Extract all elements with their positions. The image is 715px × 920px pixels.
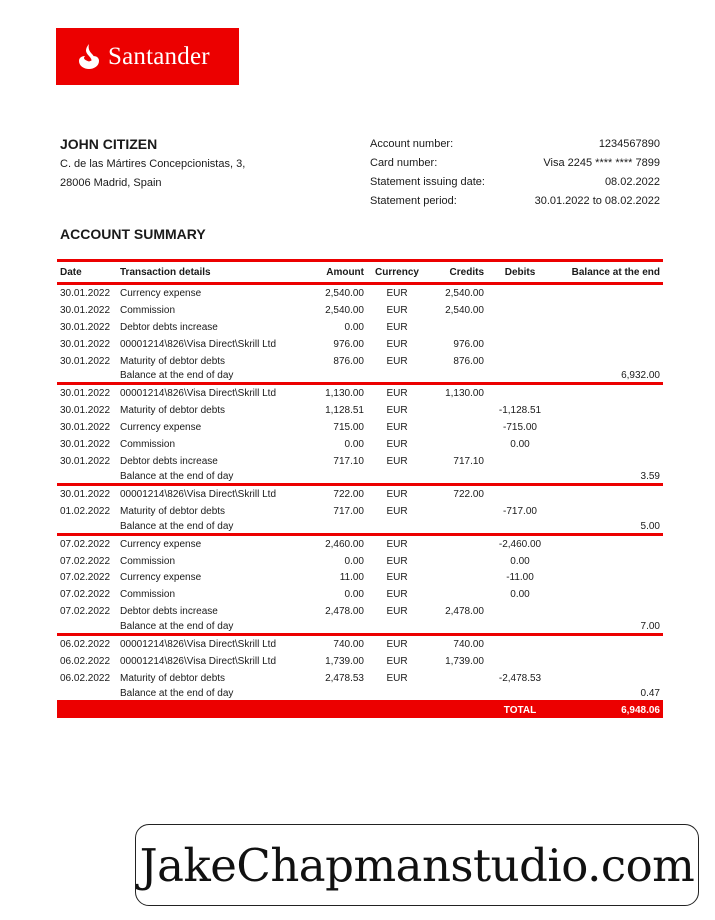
cell-credits — [427, 503, 487, 520]
cell-amount: 715.00 — [333, 422, 364, 434]
cell-amount: 717.00 — [333, 505, 364, 517]
table-row — [57, 484, 663, 502]
cell-amount: 0.00 — [344, 589, 364, 601]
account-info-value: 1234567890 — [598, 138, 660, 150]
table-row — [57, 603, 663, 620]
balance-value: 3.59 — [553, 470, 663, 485]
cell-date: 07.02.2022 — [60, 538, 111, 550]
cell-debits — [487, 353, 553, 370]
table-row — [57, 353, 663, 370]
cell-details: Commission — [120, 589, 176, 601]
cell-debits — [487, 319, 553, 336]
cell-details: Currency expense — [120, 287, 202, 299]
balance-label: Balance at the end of day — [117, 470, 553, 485]
cell-amount: 11.00 — [339, 572, 364, 584]
cell-currency: EUR — [386, 439, 408, 451]
balance-row — [57, 520, 663, 535]
balance-row — [57, 620, 663, 635]
cell-currency: EUR — [386, 287, 408, 299]
cell-balance — [553, 653, 663, 670]
cell-credits: 2,540.00 — [445, 287, 484, 299]
cell-details: Currency expense — [120, 422, 202, 434]
cell-date: 01.02.2022 — [60, 505, 111, 517]
cell-balance — [553, 384, 663, 402]
customer-name: JOHN CITIZEN — [60, 136, 158, 152]
cell-balance — [553, 503, 663, 520]
customer-address-line2: 28006 Madrid, Spain — [60, 177, 162, 189]
cell-balance — [553, 336, 663, 353]
table-row — [57, 653, 663, 670]
cell-credits — [427, 319, 487, 336]
balance-label: Balance at the end of day — [117, 520, 553, 535]
table-header-row — [57, 261, 663, 284]
account-info — [370, 135, 660, 211]
cell-details: 00001214\826\Visa Direct\Skrill Ltd — [120, 639, 277, 651]
cell-date: 30.01.2022 — [60, 388, 111, 400]
cell-amount: 740.00 — [333, 639, 364, 651]
table-row — [57, 553, 663, 570]
cell-currency: EUR — [386, 639, 408, 651]
cell-credits: 976.00 — [453, 338, 484, 350]
cell-debits — [487, 384, 553, 402]
cell-details: Maturity of debtor debts — [120, 355, 226, 367]
cell-credits: 740.00 — [453, 639, 484, 651]
balance-label: Balance at the end of day — [117, 687, 553, 702]
cell-balance — [553, 586, 663, 603]
cell-debits: 0.00 — [510, 439, 530, 451]
cell-currency: EUR — [386, 505, 408, 517]
cell-credits — [427, 569, 487, 586]
cell-details: Debtor debts increase — [120, 455, 218, 467]
table-row — [57, 436, 663, 453]
total-row — [57, 701, 663, 718]
cell-amount: 0.00 — [344, 321, 364, 333]
cell-credits — [427, 553, 487, 570]
cell-balance — [553, 603, 663, 620]
table-row — [57, 319, 663, 336]
cell-balance — [553, 419, 663, 436]
cell-credits — [427, 419, 487, 436]
cell-debits — [487, 284, 553, 302]
cell-balance — [553, 635, 663, 653]
balance-value: 5.00 — [553, 520, 663, 535]
cell-amount: 0.00 — [344, 555, 364, 567]
cell-credits — [427, 436, 487, 453]
cell-balance — [553, 484, 663, 502]
card-number-row — [370, 154, 660, 173]
cell-amount: 0.00 — [344, 439, 364, 451]
cell-debits — [487, 653, 553, 670]
cell-amount: 2,478.00 — [325, 606, 364, 618]
cell-details: 00001214\826\Visa Direct\Skrill Ltd — [120, 488, 277, 500]
cell-currency: EUR — [386, 572, 408, 584]
table-row — [57, 453, 663, 470]
cell-debits: -2,460.00 — [498, 538, 542, 550]
cell-currency: EUR — [386, 304, 408, 316]
table-row — [57, 419, 663, 436]
cell-currency: EUR — [386, 655, 408, 667]
cell-amount: 717.10 — [333, 455, 364, 467]
header-date: Date — [57, 261, 117, 284]
cell-date: 30.01.2022 — [60, 405, 111, 417]
cell-debits: -11.00 — [506, 572, 534, 584]
cell-date: 30.01.2022 — [60, 455, 111, 467]
cell-date: 30.01.2022 — [60, 338, 111, 350]
santander-logo — [56, 28, 239, 85]
balance-value: 7.00 — [553, 620, 663, 635]
cell-details: 00001214\826\Visa Direct\Skrill Ltd — [120, 388, 277, 400]
cell-date: 30.01.2022 — [60, 422, 111, 434]
cell-balance — [553, 569, 663, 586]
table-row — [57, 670, 663, 687]
cell-balance — [553, 553, 663, 570]
cell-currency: EUR — [386, 606, 408, 618]
customer-block — [60, 135, 245, 193]
cell-balance — [553, 284, 663, 302]
header-details: Transaction details — [117, 261, 305, 284]
cell-balance — [553, 670, 663, 687]
account-number-row — [370, 135, 660, 154]
cell-currency: EUR — [386, 321, 408, 333]
cell-balance — [553, 353, 663, 370]
cell-debits — [487, 635, 553, 653]
table-row — [57, 503, 663, 520]
table-row — [57, 384, 663, 402]
cell-currency: EUR — [386, 405, 408, 417]
cell-amount: 2,540.00 — [325, 304, 364, 316]
cell-debits — [487, 484, 553, 502]
cell-date: 30.01.2022 — [60, 321, 111, 333]
total-label: TOTAL — [487, 701, 553, 718]
cell-amount: 976.00 — [333, 338, 364, 350]
cell-details: Commission — [120, 555, 176, 567]
cell-amount: 2,540.00 — [325, 287, 364, 299]
cell-debits — [487, 603, 553, 620]
cell-details: Maturity of debtor debts — [120, 405, 226, 417]
cell-date: 06.02.2022 — [60, 672, 111, 684]
cell-currency: EUR — [386, 538, 408, 550]
cell-credits: 876.00 — [453, 355, 484, 367]
balance-label: Balance at the end of day — [117, 620, 553, 635]
account-info-label: Card number: — [370, 157, 438, 169]
cell-date: 30.01.2022 — [60, 287, 111, 299]
cell-details: Currency expense — [120, 572, 202, 584]
watermark: JakeChapmanstudio.com — [135, 824, 699, 906]
balance-row — [57, 369, 663, 384]
cell-date: 07.02.2022 — [60, 589, 111, 601]
table-row — [57, 534, 663, 552]
cell-credits — [427, 534, 487, 552]
cell-credits: 717.10 — [453, 455, 484, 467]
cell-credits: 1,130.00 — [445, 388, 484, 400]
cell-amount: 1,128.51 — [325, 405, 364, 417]
cell-details: Debtor debts increase — [120, 321, 218, 333]
cell-currency: EUR — [386, 589, 408, 601]
cell-credits — [427, 670, 487, 687]
cell-date: 30.01.2022 — [60, 488, 111, 500]
transactions-body — [57, 284, 663, 702]
cell-date: 30.01.2022 — [60, 355, 111, 367]
header-amount: Amount — [305, 261, 367, 284]
summary-title: ACCOUNT SUMMARY — [60, 226, 206, 242]
cell-date: 30.01.2022 — [60, 439, 111, 451]
header-debits: Debits — [487, 261, 553, 284]
account-info-value: Visa 2245 **** **** 7899 — [543, 157, 660, 169]
cell-details: Commission — [120, 439, 176, 451]
cell-details: Maturity of debtor debts — [120, 672, 226, 684]
balance-value: 6,932.00 — [553, 369, 663, 384]
cell-date: 07.02.2022 — [60, 606, 111, 618]
cell-currency: EUR — [386, 338, 408, 350]
flame-icon — [76, 43, 102, 71]
balance-value: 0.47 — [553, 687, 663, 702]
cell-debits — [487, 336, 553, 353]
cell-date: 07.02.2022 — [60, 555, 111, 567]
cell-debits: -715.00 — [503, 422, 537, 434]
cell-credits: 722.00 — [453, 488, 484, 500]
cell-debits — [487, 453, 553, 470]
cell-credits: 2,540.00 — [445, 304, 484, 316]
table-row — [57, 635, 663, 653]
cell-amount: 1,739.00 — [325, 655, 364, 667]
cell-date: 06.02.2022 — [60, 655, 111, 667]
cell-credits: 2,478.00 — [445, 606, 484, 618]
cell-balance — [553, 402, 663, 419]
cell-amount: 876.00 — [333, 355, 364, 367]
balance-row — [57, 470, 663, 485]
header-balance: Balance at the end — [553, 261, 663, 284]
cell-details: 00001214\826\Visa Direct\Skrill Ltd — [120, 655, 277, 667]
cell-balance — [553, 319, 663, 336]
cell-debits: 0.00 — [510, 555, 530, 567]
table-row — [57, 586, 663, 603]
cell-amount: 722.00 — [333, 488, 364, 500]
table-row — [57, 402, 663, 419]
cell-date: 30.01.2022 — [60, 304, 111, 316]
cell-details: 00001214\826\Visa Direct\Skrill Ltd — [120, 338, 277, 350]
balance-label: Balance at the end of day — [117, 369, 553, 384]
cell-debits: -1,128.51 — [498, 405, 542, 417]
account-info-value: 30.01.2022 to 08.02.2022 — [534, 195, 660, 207]
account-info-label: Statement period: — [370, 195, 457, 207]
cell-debits: -2,478.53 — [498, 672, 542, 684]
table-row — [57, 302, 663, 319]
statement-period-row — [370, 192, 660, 211]
cell-details: Maturity of debtor debts — [120, 505, 226, 517]
cell-currency: EUR — [386, 488, 408, 500]
cell-currency: EUR — [386, 388, 408, 400]
cell-balance — [553, 453, 663, 470]
cell-credits — [427, 586, 487, 603]
table-row — [57, 569, 663, 586]
account-info-label: Statement issuing date: — [370, 176, 485, 188]
cell-details: Debtor debts increase — [120, 606, 218, 618]
account-info-value: 08.02.2022 — [604, 176, 660, 188]
cell-balance — [553, 302, 663, 319]
cell-details: Commission — [120, 304, 176, 316]
cell-credits — [427, 402, 487, 419]
cell-credits: 1,739.00 — [445, 655, 484, 667]
cell-balance — [553, 534, 663, 552]
cell-currency: EUR — [386, 355, 408, 367]
header-currency: Currency — [367, 261, 427, 284]
cell-currency: EUR — [386, 672, 408, 684]
cell-currency: EUR — [386, 422, 408, 434]
issuing-date-row — [370, 173, 660, 192]
cell-debits: -717.00 — [503, 505, 537, 517]
cell-date: 06.02.2022 — [60, 639, 111, 651]
total-value: 6,948.06 — [553, 701, 663, 718]
cell-amount: 2,460.00 — [325, 538, 364, 550]
brand-name: Santander — [108, 42, 210, 70]
transactions-table — [57, 259, 663, 718]
cell-date: 07.02.2022 — [60, 572, 111, 584]
table-row — [57, 284, 663, 302]
account-info-label: Account number: — [370, 138, 454, 150]
customer-address-line1: C. de las Mártires Concepcionistas, 3, — [60, 158, 246, 170]
cell-debits — [487, 302, 553, 319]
cell-details: Currency expense — [120, 538, 202, 550]
balance-row — [57, 687, 663, 702]
cell-balance — [553, 436, 663, 453]
cell-debits: 0.00 — [510, 589, 530, 601]
cell-currency: EUR — [386, 455, 408, 467]
table-row — [57, 336, 663, 353]
cell-currency: EUR — [386, 555, 408, 567]
cell-amount: 1,130.00 — [325, 388, 364, 400]
cell-amount: 2,478.53 — [325, 672, 364, 684]
header-credits: Credits — [427, 261, 487, 284]
